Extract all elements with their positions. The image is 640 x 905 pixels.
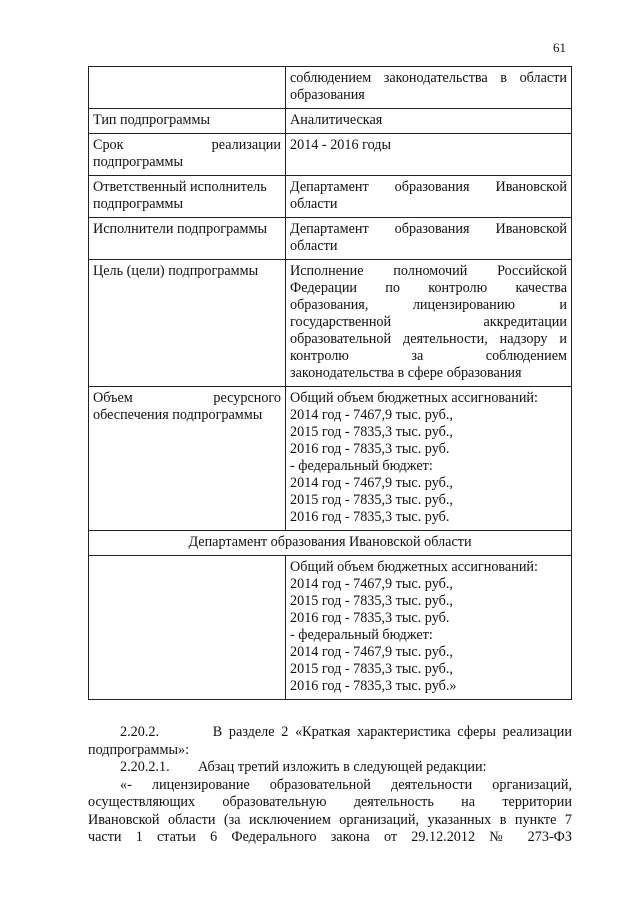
text-line: 2015 год - 7835,3 тыс. руб., — [290, 424, 453, 440]
row-label — [89, 556, 286, 700]
table-row — [89, 176, 572, 218]
table-row — [89, 218, 572, 260]
text-line: Департамент образования Ивановской — [290, 221, 567, 237]
text-line: «- лицензирование образовательной деятельности организаций, — [120, 776, 572, 793]
text-line: Ответственный исполнитель — [93, 179, 267, 195]
row-value — [286, 218, 572, 260]
row-value — [286, 260, 572, 387]
text-line: 2015 год - 7835,3 тыс. руб., — [290, 593, 453, 609]
text-line: 2.20.2.1. Абзац третий изложить в следующей редакции: — [120, 759, 487, 775]
text-line: области — [290, 238, 338, 254]
text-line: образования, лицензированию и — [290, 297, 567, 313]
text-line: части 1 статьи 6 Федерального закона от 29.12.2012 № 273-ФЗ — [88, 829, 572, 845]
text-line: законодательства в сфере образования — [290, 365, 522, 381]
text-line: 2.20.2. В разделе 2 «Краткая характеристика сферы реализации — [120, 724, 572, 740]
row-label — [89, 67, 286, 109]
text-line: Департамент образования Ивановской — [290, 179, 567, 195]
table-row — [89, 134, 572, 176]
text-line: образовательной деятельности, надзору и — [290, 331, 567, 347]
text-line: 2014 год - 7467,9 тыс. руб., — [290, 644, 453, 660]
text-line: обеспечения подпрограммы — [93, 407, 263, 423]
row-value — [286, 176, 572, 218]
merged-section-header: Департамент образования Ивановской области — [89, 531, 572, 556]
text-line: подпрограммы»: — [88, 741, 190, 758]
text-line: Срок реализации — [93, 137, 281, 153]
row-label: Тип подпрограммы — [89, 109, 286, 134]
text-line: осуществляющих образовательную деятельность на территории — [88, 794, 572, 810]
table-row — [89, 260, 572, 387]
table-row — [89, 531, 572, 556]
text-line: государственной аккредитации — [290, 314, 567, 330]
text-line: Ивановской области (за исключением организаций, указанных в пункте 7 — [88, 811, 572, 828]
row-value — [286, 67, 572, 109]
row-label — [89, 387, 286, 531]
text-line: 2014 год - 7467,9 тыс. руб., — [290, 576, 453, 592]
table-row — [89, 109, 572, 134]
text-line: 2016 год - 7835,3 тыс. руб. — [290, 610, 450, 626]
text-line: 2014 год - 7467,9 тыс. руб., — [290, 475, 453, 491]
text-line: Исполнение полномочий Российской — [290, 263, 567, 279]
body-text — [88, 724, 572, 847]
text-line: 2015 год - 7835,3 тыс. руб., — [290, 661, 453, 677]
text-line: Общий объем бюджетных ассигнований: — [290, 390, 538, 406]
text-line: соблюдением законодательства в области — [290, 70, 567, 86]
row-label — [89, 176, 286, 218]
row-value — [286, 387, 572, 531]
text-line: подпрограммы — [93, 154, 183, 170]
page-number: 61 — [553, 40, 566, 55]
row-label: Исполнители подпрограммы — [89, 218, 286, 260]
text-line: контролю за соблюдением — [290, 348, 567, 364]
text-line: 2016 год - 7835,3 тыс. руб. — [290, 441, 450, 457]
text-line: - федеральный бюджет: — [290, 627, 433, 643]
passport-table — [88, 66, 572, 700]
table-row — [89, 67, 572, 109]
row-label: Цель (цели) подпрограммы — [89, 260, 286, 387]
text-line: 2015 год - 7835,3 тыс. руб., — [290, 492, 453, 508]
text-line: 2016 год - 7835,3 тыс. руб.» — [290, 678, 457, 694]
row-value: 2014 - 2016 годы — [286, 134, 572, 176]
text-line: области — [290, 196, 338, 212]
row-value: Аналитическая — [286, 109, 572, 134]
text-line: - федеральный бюджет: — [290, 458, 433, 474]
text-line: Объем ресурсного — [93, 390, 281, 406]
text-line: Общий объем бюджетных ассигнований: — [290, 559, 538, 575]
text-line: 2016 год - 7835,3 тыс. руб. — [290, 509, 450, 525]
text-line: образования — [290, 87, 365, 103]
table-row — [89, 387, 572, 531]
text-line: Федерации по контролю качества — [290, 280, 567, 296]
row-label — [89, 134, 286, 176]
text-line: 2014 год - 7467,9 тыс. руб., — [290, 407, 453, 423]
row-value — [286, 556, 572, 700]
table-row — [89, 556, 572, 700]
text-line: подпрограммы — [93, 196, 183, 212]
